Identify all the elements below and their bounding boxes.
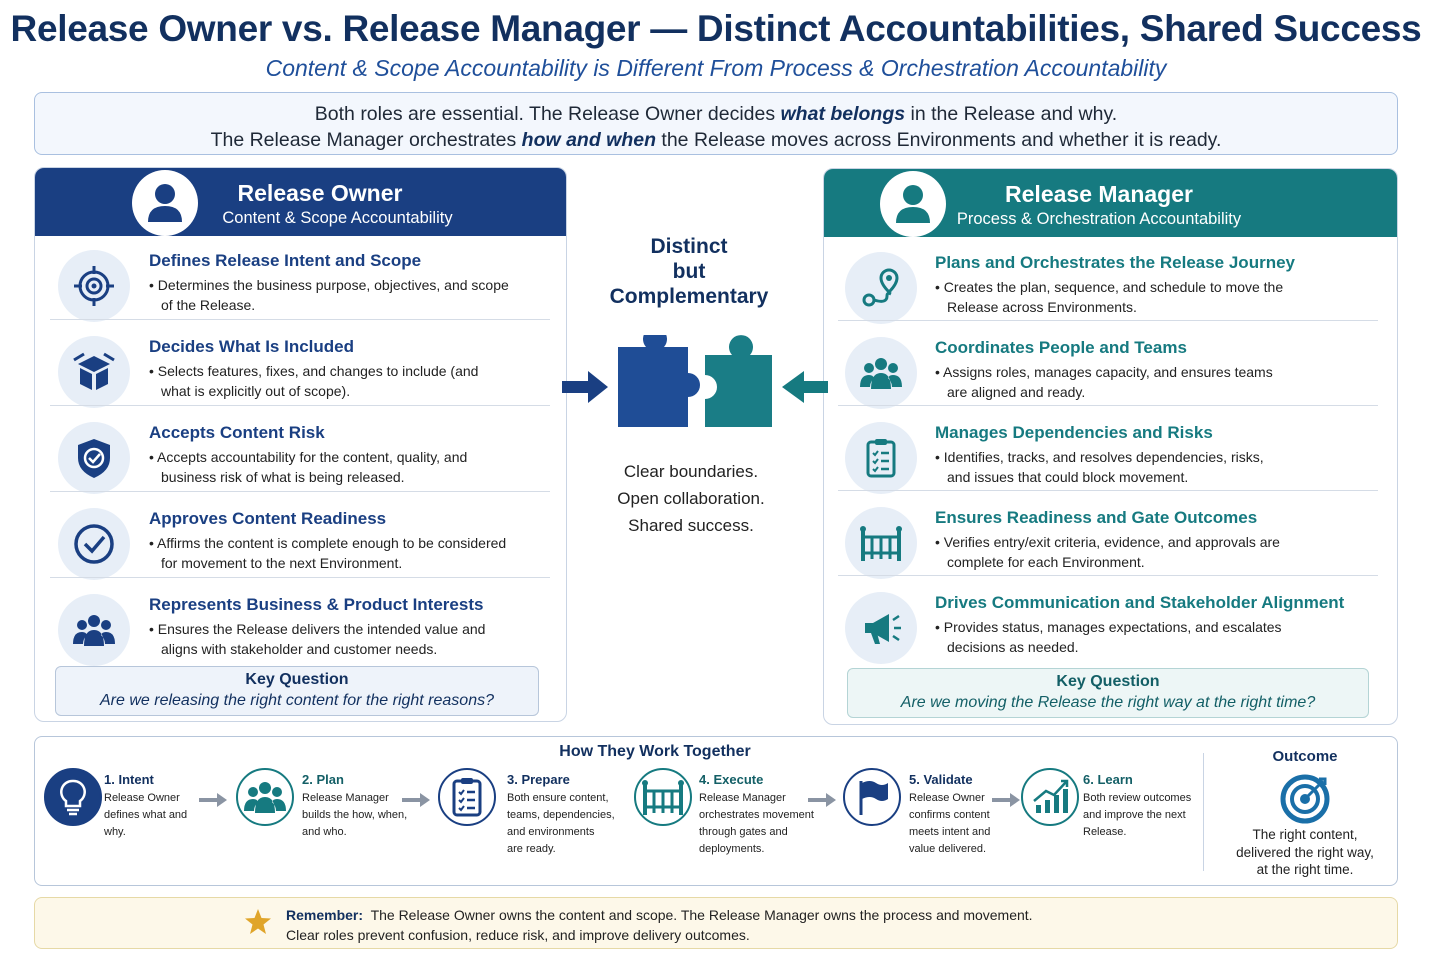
- step-desc-line: value delivered.: [909, 843, 987, 855]
- step-desc-line: meets intent and: [909, 826, 991, 838]
- step-desc-line: orchestrates movement: [699, 809, 814, 821]
- puzzle-icon: [560, 335, 832, 435]
- owner-item-desc: [149, 619, 485, 639]
- target-icon: [58, 250, 130, 322]
- item-divider: [50, 405, 550, 406]
- release-owner-subtitle: Content & Scope Accountability: [222, 209, 453, 227]
- owner-item-title: Defines Release Intent and Scope: [149, 251, 422, 270]
- step-desc-line: why.: [104, 826, 126, 838]
- manager-item-title: Plans and Orchestrates the Release Journey: [935, 253, 1295, 272]
- outcome-text: [1205, 826, 1405, 879]
- step-desc-line: defines what and: [104, 809, 188, 821]
- people-icon: [58, 594, 130, 666]
- page-title: Release Owner vs. Release Manager — Distinct Accountabilities, Shared Success: [10, 8, 1422, 49]
- owner-item-desc-cont: what is explicitly out of scope).: [161, 383, 351, 399]
- step-desc-line: Release Owner: [104, 792, 180, 804]
- item-divider: [838, 405, 1378, 406]
- release-owner-title: Release Owner: [237, 180, 403, 206]
- flow-step-desc: [699, 790, 814, 858]
- manager-item-desc-cont: Release across Environments.: [947, 299, 1137, 315]
- step-desc-line: and who.: [302, 826, 347, 838]
- page-subtitle: Content & Scope Accountability is Different From Process & Orchestration Accountability: [265, 55, 1167, 81]
- key-question-text: Are we releasing the right content for the right reasons?: [100, 692, 494, 709]
- release-manager-subtitle: Process & Orchestration Accountability: [956, 210, 1242, 228]
- step-desc-line: teams, dependencies,: [507, 809, 615, 821]
- route-icon: [845, 252, 917, 324]
- lightbulb-icon: [44, 768, 102, 826]
- manager-item-desc: [935, 362, 1273, 382]
- flow-step-desc: [302, 790, 407, 841]
- step-desc-line: Release.: [1083, 826, 1127, 838]
- owner-item-desc: [149, 533, 506, 553]
- remember-label: Remember:: [286, 907, 364, 923]
- flow-step-desc: [1083, 790, 1191, 841]
- flag-icon: [843, 768, 901, 826]
- banner-emphasis: how and when: [521, 129, 656, 151]
- intro-banner: [34, 92, 1398, 155]
- item-divider: [838, 320, 1378, 321]
- owner-item-title: Decides What Is Included: [149, 337, 354, 356]
- flow-step-title: 2. Plan: [302, 772, 344, 787]
- outcome-line: The right content,: [1252, 827, 1358, 842]
- manager-key-question-box: [847, 668, 1369, 718]
- chart-up-icon: [1021, 768, 1079, 826]
- manager-item-title: Drives Communication and Stakeholder Alignment: [935, 593, 1345, 612]
- team-icon: [236, 768, 294, 826]
- arrow-right-icon: [562, 371, 608, 403]
- desc-line: Accepts accountability for the content, quality, and: [157, 449, 468, 465]
- item-divider: [838, 490, 1378, 491]
- tagline-line: Clear boundaries.: [623, 462, 759, 481]
- flow-arrow-icon: [199, 793, 227, 807]
- outcome-line: delivered the right way,: [1236, 844, 1374, 860]
- owner-item-desc: [149, 275, 509, 295]
- manager-item-desc: [935, 447, 1264, 467]
- flow-arrow-icon: [992, 793, 1020, 807]
- manager-item-desc: [935, 617, 1282, 637]
- manager-item-desc-cont: are aligned and ready.: [947, 384, 1086, 400]
- desc-line: Affirms the content is complete enough to be considered: [157, 535, 507, 551]
- remember-line: The Release Owner owns the content and scope. The Release Manager owns the process and movement.: [370, 907, 1033, 923]
- flow-arrow-icon: [808, 793, 836, 807]
- key-question-text: Are we moving the Release the right way at the right time?: [900, 694, 1316, 711]
- remember-callout: [34, 897, 1398, 949]
- flow-step-title: 5. Validate: [909, 772, 973, 787]
- step-desc-line: are ready.: [507, 843, 556, 855]
- center-title-line: but: [672, 260, 706, 283]
- target-icon: [1279, 773, 1331, 830]
- manager-item-title: Ensures Readiness and Gate Outcomes: [935, 508, 1258, 527]
- desc-line: Identifies, tracks, and resolves dependencies, risks,: [943, 449, 1264, 465]
- desc-line: Selects features, fixes, and changes to include (and: [157, 363, 479, 379]
- outcome-line: at the right time.: [1256, 862, 1354, 877]
- tagline-line: Shared success.: [628, 516, 754, 535]
- manager-item-desc-cont: and issues that could block movement.: [947, 469, 1189, 485]
- step-desc-line: builds the how, when,: [302, 809, 408, 821]
- center-title-line: Distinct: [650, 235, 728, 258]
- center-title: [589, 234, 789, 309]
- manager-item-title: Manages Dependencies and Risks: [935, 423, 1213, 442]
- step-desc-line: Both review outcomes: [1083, 792, 1192, 804]
- owner-item-title: Accepts Content Risk: [149, 423, 325, 442]
- step-desc-line: Release Manager: [302, 792, 389, 804]
- tagline-line: Open collaboration.: [617, 489, 765, 508]
- owner-item-desc: [149, 361, 478, 381]
- desc-line: Determines the business purpose, objectives, and scope: [157, 277, 509, 293]
- step-desc-line: and improve the next: [1083, 809, 1186, 821]
- person-icon: [880, 171, 946, 237]
- banner-text: the Release moves across Environments and whether it is ready.: [656, 129, 1222, 151]
- center-title-line: Complementary: [609, 285, 769, 308]
- item-divider: [50, 577, 550, 578]
- owner-key-question-box: [55, 666, 539, 716]
- step-desc-line: Release Owner: [909, 792, 985, 804]
- desc-line: Assigns roles, manages capacity, and ensures teams: [943, 364, 1273, 380]
- flow-step-desc: [507, 790, 615, 858]
- flow-step-desc: [909, 790, 990, 858]
- step-desc-line: through gates and: [699, 826, 788, 838]
- megaphone-icon: [845, 592, 917, 664]
- owner-item-desc-cont: of the Release.: [161, 297, 256, 313]
- key-question-label: Key Question: [1056, 673, 1160, 690]
- gate-icon: [634, 768, 692, 826]
- item-divider: [50, 491, 550, 492]
- manager-item-desc-cont: decisions as needed.: [947, 639, 1079, 655]
- checklist-icon: [438, 768, 496, 826]
- desc-line: Verifies entry/exit criteria, evidence, and approvals are: [943, 534, 1280, 550]
- manager-item-desc-cont: complete for each Environment.: [947, 554, 1145, 570]
- key-question-label: Key Question: [245, 671, 349, 688]
- manager-item-desc: [935, 277, 1283, 297]
- banner-text: in the Release and why.: [905, 103, 1118, 125]
- star-icon: [244, 908, 272, 936]
- outcome-title: Outcome: [1272, 748, 1338, 765]
- team-icon: [845, 337, 917, 409]
- desc-line: Creates the plan, sequence, and schedule to move the: [943, 279, 1284, 295]
- remember-line: Clear roles prevent confusion, reduce risk, and improve delivery outcomes.: [286, 927, 750, 943]
- desc-line: Provides status, manages expectations, and escalates: [943, 619, 1282, 635]
- flow-step-title: 4. Execute: [699, 772, 764, 787]
- manager-item-desc: [935, 532, 1280, 552]
- gate-icon: [845, 507, 917, 579]
- owner-item-desc-cont: aligns with stakeholder and customer needs.: [161, 641, 438, 657]
- person-icon: [132, 170, 198, 236]
- release-manager-title: Release Manager: [1005, 181, 1193, 207]
- item-divider: [50, 319, 550, 320]
- center-tagline: [590, 458, 792, 539]
- clipboard-icon: [845, 422, 917, 494]
- owner-item-desc: [149, 447, 467, 467]
- flow-step-title: 6. Learn: [1083, 772, 1133, 787]
- owner-item-title: Approves Content Readiness: [149, 509, 387, 528]
- release-manager-header: [824, 169, 1397, 237]
- banner-emphasis: what belongs: [780, 103, 906, 125]
- check-circle-icon: [58, 508, 130, 580]
- banner-text: The Release Manager orchestrates: [210, 129, 522, 151]
- flow-step-title: 3. Prepare: [507, 772, 570, 787]
- desc-line: Ensures the Release delivers the intended value and: [157, 621, 486, 637]
- flow-separator: [1203, 753, 1204, 871]
- step-desc-line: confirms content: [909, 809, 990, 821]
- owner-item-desc-cont: business risk of what is being released.: [161, 469, 405, 485]
- step-desc-line: and environments: [507, 826, 595, 838]
- release-owner-header: [35, 168, 566, 236]
- shield-check-icon: [58, 422, 130, 494]
- flow-arrow-icon: [402, 793, 430, 807]
- flow-title: How They Work Together: [559, 743, 751, 760]
- box-icon: [58, 336, 130, 408]
- flow-step-title: 1. Intent: [104, 772, 154, 787]
- arrow-left-icon: [782, 371, 828, 403]
- step-desc-line: Release Manager: [699, 792, 786, 804]
- flow-step-desc: [104, 790, 187, 841]
- step-desc-line: Both ensure content,: [507, 792, 609, 804]
- banner-text: Both roles are essential. The Release Owner decides: [314, 103, 781, 125]
- owner-item-desc-cont: for movement to the next Environment.: [161, 555, 403, 571]
- manager-item-title: Coordinates People and Teams: [935, 338, 1187, 357]
- item-divider: [838, 575, 1378, 576]
- step-desc-line: deployments.: [699, 843, 765, 855]
- owner-item-title: Represents Business & Product Interests: [149, 595, 484, 614]
